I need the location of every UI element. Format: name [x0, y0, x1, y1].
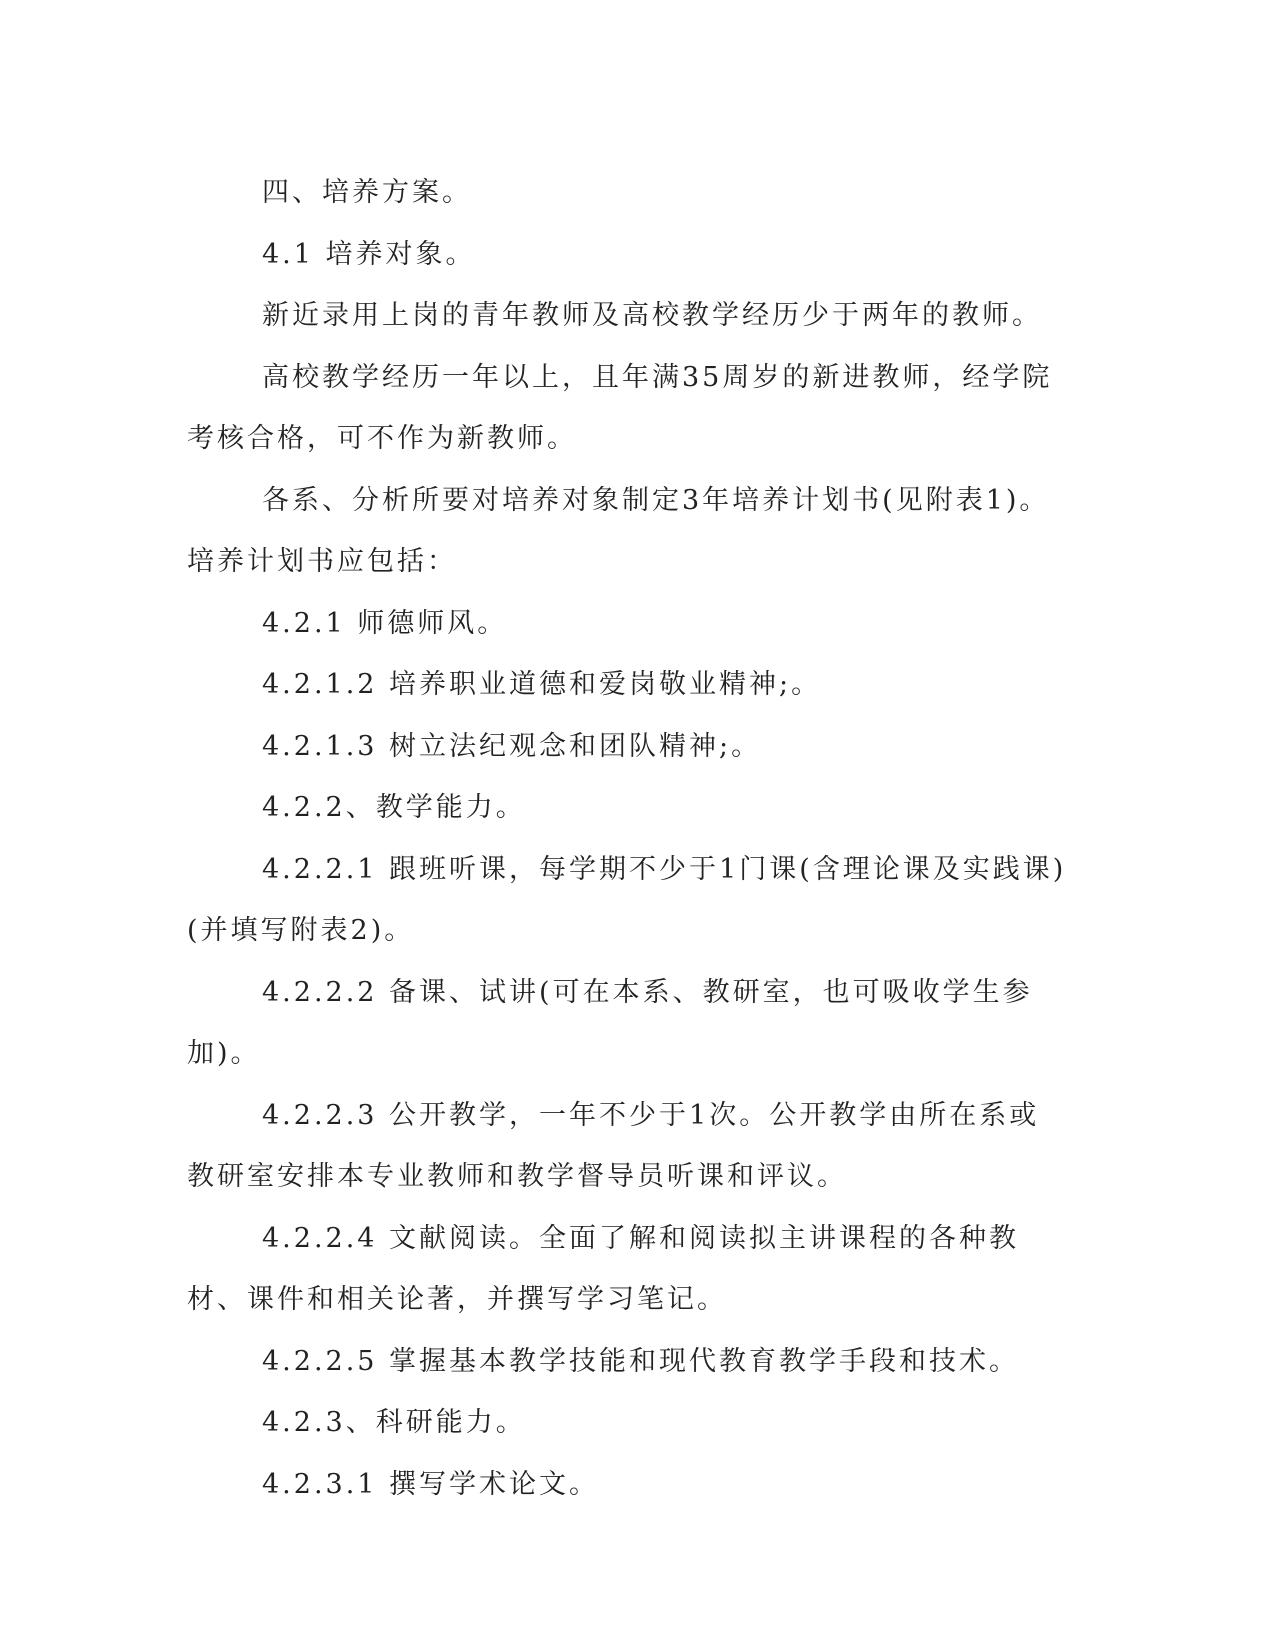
paragraph: 高校教学经历一年以上，且年满35周岁的新进教师，经学院考核合格，可不作为新教师。: [187, 361, 1053, 454]
list-item: 4.2.2.3 公开教学，一年不少于1次。公开教学由所在系或教研室安排本专业教师和教学督导员听课和评议。: [187, 1099, 1040, 1192]
subsection-heading: 4.2.2、教学能力。: [262, 792, 526, 823]
list-item: 4.2.1.3 树立法纪观念和团队精神;。: [262, 730, 762, 762]
subsection-heading: 4.1 培养对象。: [262, 238, 476, 270]
section-heading: 四、培养方案。: [262, 177, 472, 208]
list-item: 4.2.1.2 培养职业道德和爱岗敬业精神;。: [262, 669, 822, 700]
list-item: 4.2.2.5 掌握基本教学技能和现代教育教学手段和技术。: [262, 1345, 1020, 1377]
subsection-heading: 4.2.3、科研能力。: [262, 1407, 526, 1438]
list-item: 4.2.3.1 撰写学术论文。: [262, 1468, 600, 1500]
list-item: 4.2.2.2 备课、试讲(可在本系、教研室，也可吸收学生参加)。: [187, 976, 1033, 1069]
list-item: 4.2.2.1 跟班听课，每学期不少于1门课(含理论课及实践课)(并填写附表2)。: [187, 853, 1067, 946]
paragraph: 各系、分析所要对培养对象制定3年培养计划书(见附表1)。培养计划书应包括：: [187, 484, 1050, 577]
paragraph: 新近录用上岗的青年教师及高校教学经历少于两年的教师。: [262, 300, 1042, 331]
subsection-heading: 4.2.1 师德师风。: [262, 607, 508, 639]
document-body: [187, 162, 1067, 1515]
list-item: 4.2.2.4 文献阅读。全面了解和阅读拟主讲课程的各种教材、课件和相关论著，并撰写学习笔记。: [187, 1222, 1020, 1315]
